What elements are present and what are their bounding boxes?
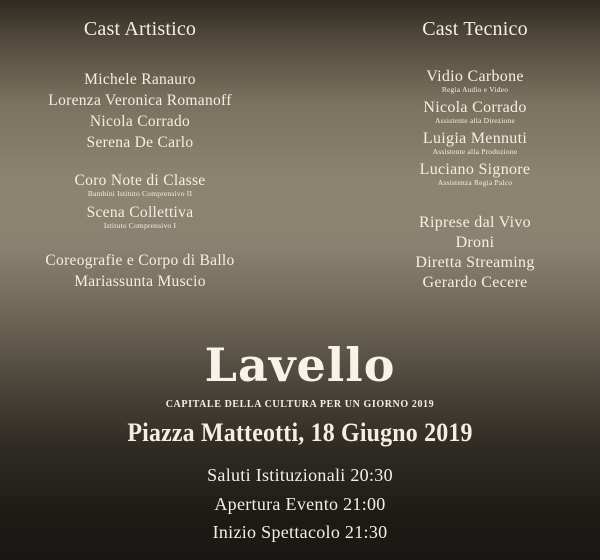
- tech-member-role: Assistente alla Produzione: [432, 147, 518, 156]
- schedule-item: Inizio Spettacolo 21:30: [212, 522, 388, 542]
- schedule-item: Apertura Evento 21:00: [214, 494, 386, 514]
- event-place-date: Piazza Matteotti, 18 Giugno 2019: [127, 418, 473, 447]
- tech-member-name: Luciano Signore: [419, 161, 531, 178]
- cast-tecnico-column: [330, 0, 600, 293]
- schedule-item: Saluti Istituzionali 20:30: [207, 465, 393, 485]
- event-title: Lavello: [204, 338, 396, 392]
- coro-detail: Bambini Istituto Comprensivo II: [87, 189, 193, 198]
- tech-member-name: Vidio Carbone: [426, 68, 524, 85]
- tech-member-role: Assistenza Regia Palco: [437, 178, 513, 187]
- coreografa-name: Mariassunta Muscio: [74, 273, 206, 290]
- cast-artistico-column: [0, 0, 280, 292]
- tech-member-name: Luigia Mennuti: [422, 130, 528, 147]
- coro-name: Coro Note di Classe: [74, 172, 206, 189]
- event-subtitle: CAPITALE DELLA CULTURA PER UN GIORNO 2019: [165, 399, 435, 410]
- tech-member-name: Nicola Corrado: [423, 99, 527, 116]
- tech-extra: Gerardo Cecere: [422, 274, 528, 291]
- coreografie-label: Coreografie e Corpo di Ballo: [45, 252, 235, 269]
- tech-member-role: Assistente alla Direzione: [435, 116, 515, 125]
- scena-name: Scena Collettiva: [86, 204, 194, 221]
- tech-extra: Diretta Streaming: [415, 254, 535, 271]
- tech-extra: Riprese dal Vivo: [419, 214, 531, 231]
- cast-tecnico-list: [330, 67, 600, 293]
- tech-member-role: Regia Audio e Video: [441, 85, 509, 94]
- cast-member: Serena De Carlo: [86, 134, 194, 151]
- cast-member: Nicola Corrado: [89, 113, 191, 130]
- cast-member: Michele Ranauro: [84, 71, 196, 88]
- cast-artistico-list: [0, 69, 280, 292]
- tech-extra: Droni: [455, 234, 495, 251]
- cast-artistico-heading: Cast Artistico: [83, 18, 197, 40]
- cast-member: Lorenza Veronica Romanoff: [48, 92, 232, 109]
- scena-detail: Istituto Comprensivo I: [103, 221, 177, 230]
- cast-tecnico-heading: Cast Tecnico: [422, 18, 528, 40]
